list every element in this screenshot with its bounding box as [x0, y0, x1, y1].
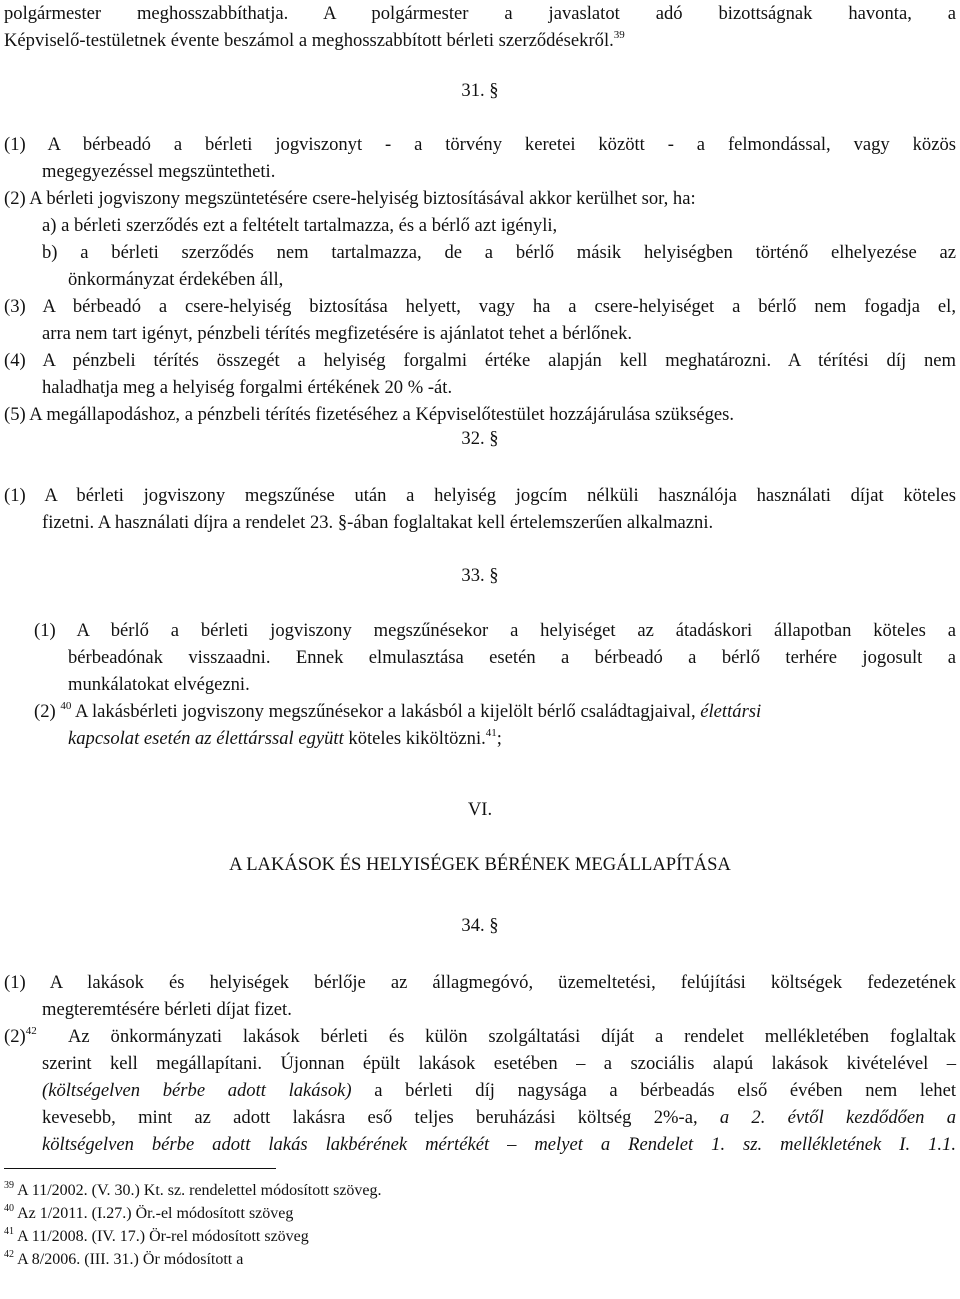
text-line: polgármester meghosszabbíthatja. A polgármester a javaslatot adó bizottságnak havonta, a — [4, 3, 956, 24]
section-heading-34: 34. § — [461, 915, 499, 936]
paragraph-34-2-c: (költségelven bérbe adott lakások) a bérleti díj nagysága a bérbeadás első évében nem lehet — [42, 1080, 956, 1101]
paragraph-31-5: (5) A megállapodáshoz, a pénzbeli térítés fizetéséhez a Képviselőtestület hozzájárulása szükséges. — [4, 404, 735, 425]
chapter-number: VI. — [467, 799, 493, 820]
paragraph-31-1: (1) A bérbeadó a bérleti jogviszonyt - a törvény keretei között - a felmondással, vagy közös — [4, 134, 956, 155]
paragraph-34-2-e: költségelven bérbe adott lakás lakbérének mértékét – melyet a Rendelet 1. sz. mellékletének I. 1.1. — [42, 1134, 956, 1155]
section-heading-32: 32. § — [461, 428, 499, 449]
paragraph-33-1-end: munkálatokat elvégezni. — [68, 674, 250, 695]
text-line: Képviselő-testületnek évente beszámol a meghosszabbított bérleti szerződésekről.$^{39}$ — [4, 29, 625, 51]
paragraph-33-2: (2) $^{40}$ A lakásbérleti jogviszony megszűnésekor a lakásból a kijelölt bérlő családtagjaival, élettársi — [34, 700, 762, 722]
footnote-ref[interactable]: 41 — [485, 727, 497, 739]
section-heading-33: 33. § — [461, 565, 499, 586]
footnote-ref[interactable]: 42 — [25, 1025, 37, 1037]
paragraph-34-1: (1) A lakások és helyiségek bérlője az állagmegóvó, üzemeltetési, felújítási költségek fedezetének — [4, 972, 956, 993]
chapter-title: A LAKÁSOK ÉS HELYISÉGEK BÉRÉNEK MEGÁLLAPÍTÁSA — [229, 854, 731, 875]
paragraph-33-1: (1) A bérlő a bérleti jogviszony megszűnésekor a helyiséget az átadáskori állapotban köteles a — [34, 620, 956, 641]
footnote-40[interactable]: $^{40}$ Az 1/2011. (I.27.) Ör.-el módosított szöveg — [4, 1203, 294, 1222]
footnote-42[interactable]: $^{42}$ A 8/2006. (III. 31.) Ör módosított a — [4, 1249, 244, 1268]
paragraph-34-1-cont: megteremtésére bérleti díjat fizet. — [42, 999, 292, 1020]
paragraph-32-1: (1) A bérleti jogviszony megszűnése után a helyiség jogcím nélküli használója használati díjat köteles — [4, 485, 956, 506]
paragraph-33-1-cont: bérbeadónak visszaadni. Ennek elmulasztása esetén a bérbeadó a bérlő terhére jogosult a — [68, 647, 956, 668]
paragraph-31-2-b-cont: önkormányzat érdekében áll, — [68, 269, 284, 290]
paragraph-31-2-a: a) a bérleti szerződés ezt a feltételt tartalmazza, és a bérlő azt igényli, — [42, 215, 558, 236]
paragraph-31-4: (4) A pénzbeli térítés összegét a helyiség forgalmi értéke alapján kell meghatározni. A térítési díj nem — [4, 350, 956, 371]
paragraph-34-2-d: kevesebb, mint az adott lakásra eső teljes beruházási költség 2%-a, a 2. évtől kezdődően a — [42, 1107, 957, 1128]
paragraph-31-3-cont: arra nem tart igényt, pénzbeli térítés megfizetésére is ajánlatot tehet a bérlőnek. — [42, 323, 633, 344]
paragraph-31-3: (3) A bérbeadó a csere-helyiség biztosítása helyett, vagy ha a csere-helyiséget a bérlő nem fogadja el, — [4, 296, 956, 317]
paragraph-34-2: Az önkormányzati lakások bérleti és külön szolgáltatási díját a rendelet mellékletében foglaltak — [68, 1026, 956, 1047]
paragraph-31-4-cont: haladhatja meg a helyiség forgalmi értékének 20 % -át. — [42, 377, 453, 398]
footnote-ref[interactable]: 40 — [60, 700, 72, 712]
paragraph-32-1-cont: fizetni. A használati díjra a rendelet 23. §-ában foglaltakat kell értelemszerűen alkalmazni. — [42, 512, 714, 533]
footnote-separator — [4, 1168, 276, 1169]
paragraph-31-2-b: b) a bérleti szerződés nem tartalmazza, de a bérlő másik helyiségben történő elhelyezése az — [42, 242, 956, 263]
paragraph-31-1-cont: megegyezéssel megszüntetheti. — [42, 161, 276, 182]
paragraph-33-2-cont: kapcsolat esetén az élettárssal együtt köteles kiköltözni.$^{41}$; — [68, 727, 502, 749]
paragraph-34-2-b: szerint kell megállapítani. Újonnan épült lakások esetében – a szociális alapú lakások kivételével – — [42, 1053, 956, 1074]
footnote-ref[interactable]: 39 — [613, 29, 625, 41]
footnote-41[interactable]: $^{41}$ A 11/2008. (IV. 17.) Ör-rel módosított szöveg — [4, 1226, 309, 1245]
paragraph-34-2-num: $(2)^{42}$ — [4, 1025, 37, 1047]
paragraph-31-2: (2) A bérleti jogviszony megszüntetésére csere-helyiség biztosításával akkor kerülhet sor, ha: — [4, 188, 696, 209]
section-heading-31: 31. § — [461, 80, 499, 101]
footnote-39[interactable]: $^{39}$ A 11/2002. (V. 30.) Kt. sz. rendelettel módosított szöveg. — [4, 1180, 382, 1199]
